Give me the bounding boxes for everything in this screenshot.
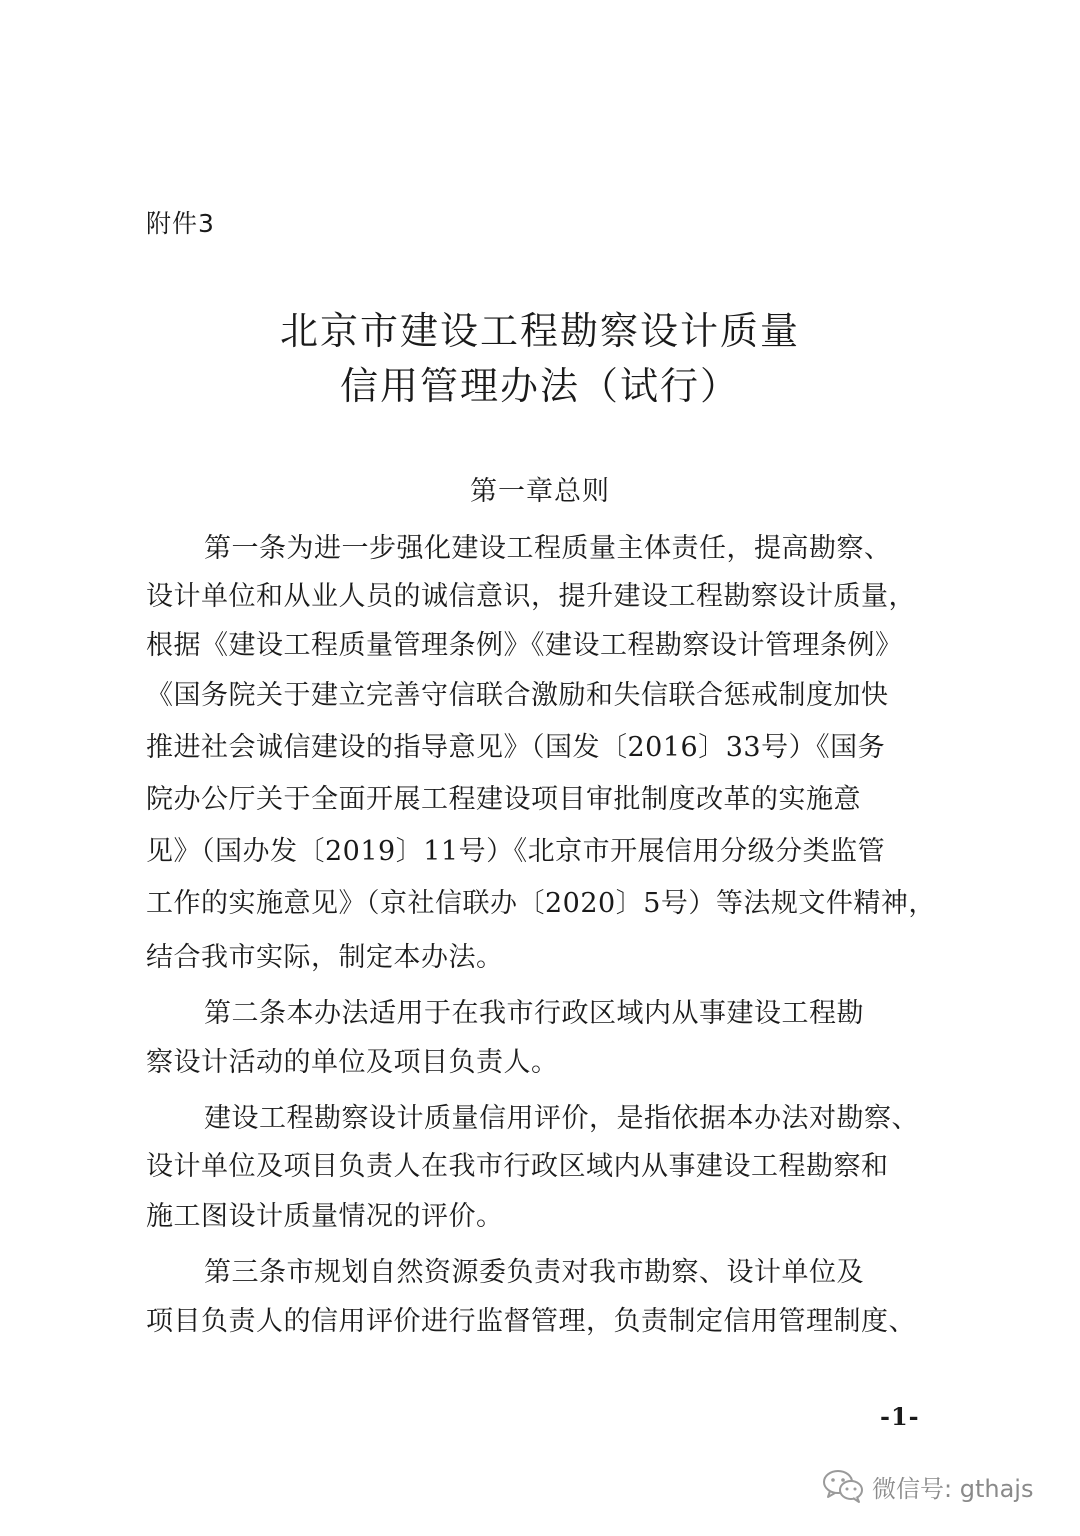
body-line: 工作的实施意见》（京社信联办〔2020〕5号）等法规文件精神， [146, 888, 936, 919]
body-line: 根据《建设工程质量管理条例》《建设工程勘察设计管理条例》 [146, 630, 903, 661]
body-line: 项目负责人的信用评价进行监督管理，负责制定信用管理制度、 [146, 1306, 916, 1337]
body-line: 施工图设计质量情况的评价。 [146, 1201, 504, 1232]
document-title-line-2: 信用管理办法（试行） [339, 364, 740, 408]
wechat-watermark [822, 1466, 1033, 1506]
body-line: 第一条为进一步强化建设工程质量主体责任，提高勘察、 [204, 533, 892, 564]
body-line: 第二条本办法适用于在我市行政区域内从事建设工程勘 [204, 998, 864, 1029]
body-line: 推进社会诚信建设的指导意见》（国发〔2016〕33号）《国务 [146, 732, 886, 763]
body-line: 设计单位和从业人员的诚信意识，提升建设工程勘察设计质量， [146, 581, 916, 612]
body-line: 察设计活动的单位及项目负责人。 [146, 1047, 559, 1078]
body-line: 第三条市规划自然资源委负责对我市勘察、设计单位及 [204, 1257, 864, 1288]
chapter-heading: 第一章总则 [470, 476, 610, 507]
body-line: 见》（国办发〔2019〕11号）《北京市开展信用分级分类监管 [146, 836, 886, 867]
page-number: -1- [880, 1402, 920, 1431]
document-title-line-1: 北京市建设工程勘察设计质量 [279, 309, 800, 353]
body-line: 建设工程勘察设计质量信用评价，是指依据本办法对勘察、 [204, 1103, 919, 1134]
watermark-text: 微信号: gthajs [872, 1474, 1034, 1503]
attachment-label: 附件3 [146, 209, 215, 238]
body-line: 院办公厅关于全面开展工程建设项目审批制度改革的实施意 [146, 784, 861, 815]
body-line: 《国务院关于建立完善守信联合激励和失信联合惩戒制度加快 [146, 680, 889, 711]
wechat-icon [822, 1468, 864, 1504]
body-line: 结合我市实际，制定本办法。 [146, 942, 504, 973]
body-line: 设计单位及项目负责人在我市行政区域内从事建设工程勘察和 [146, 1151, 889, 1182]
